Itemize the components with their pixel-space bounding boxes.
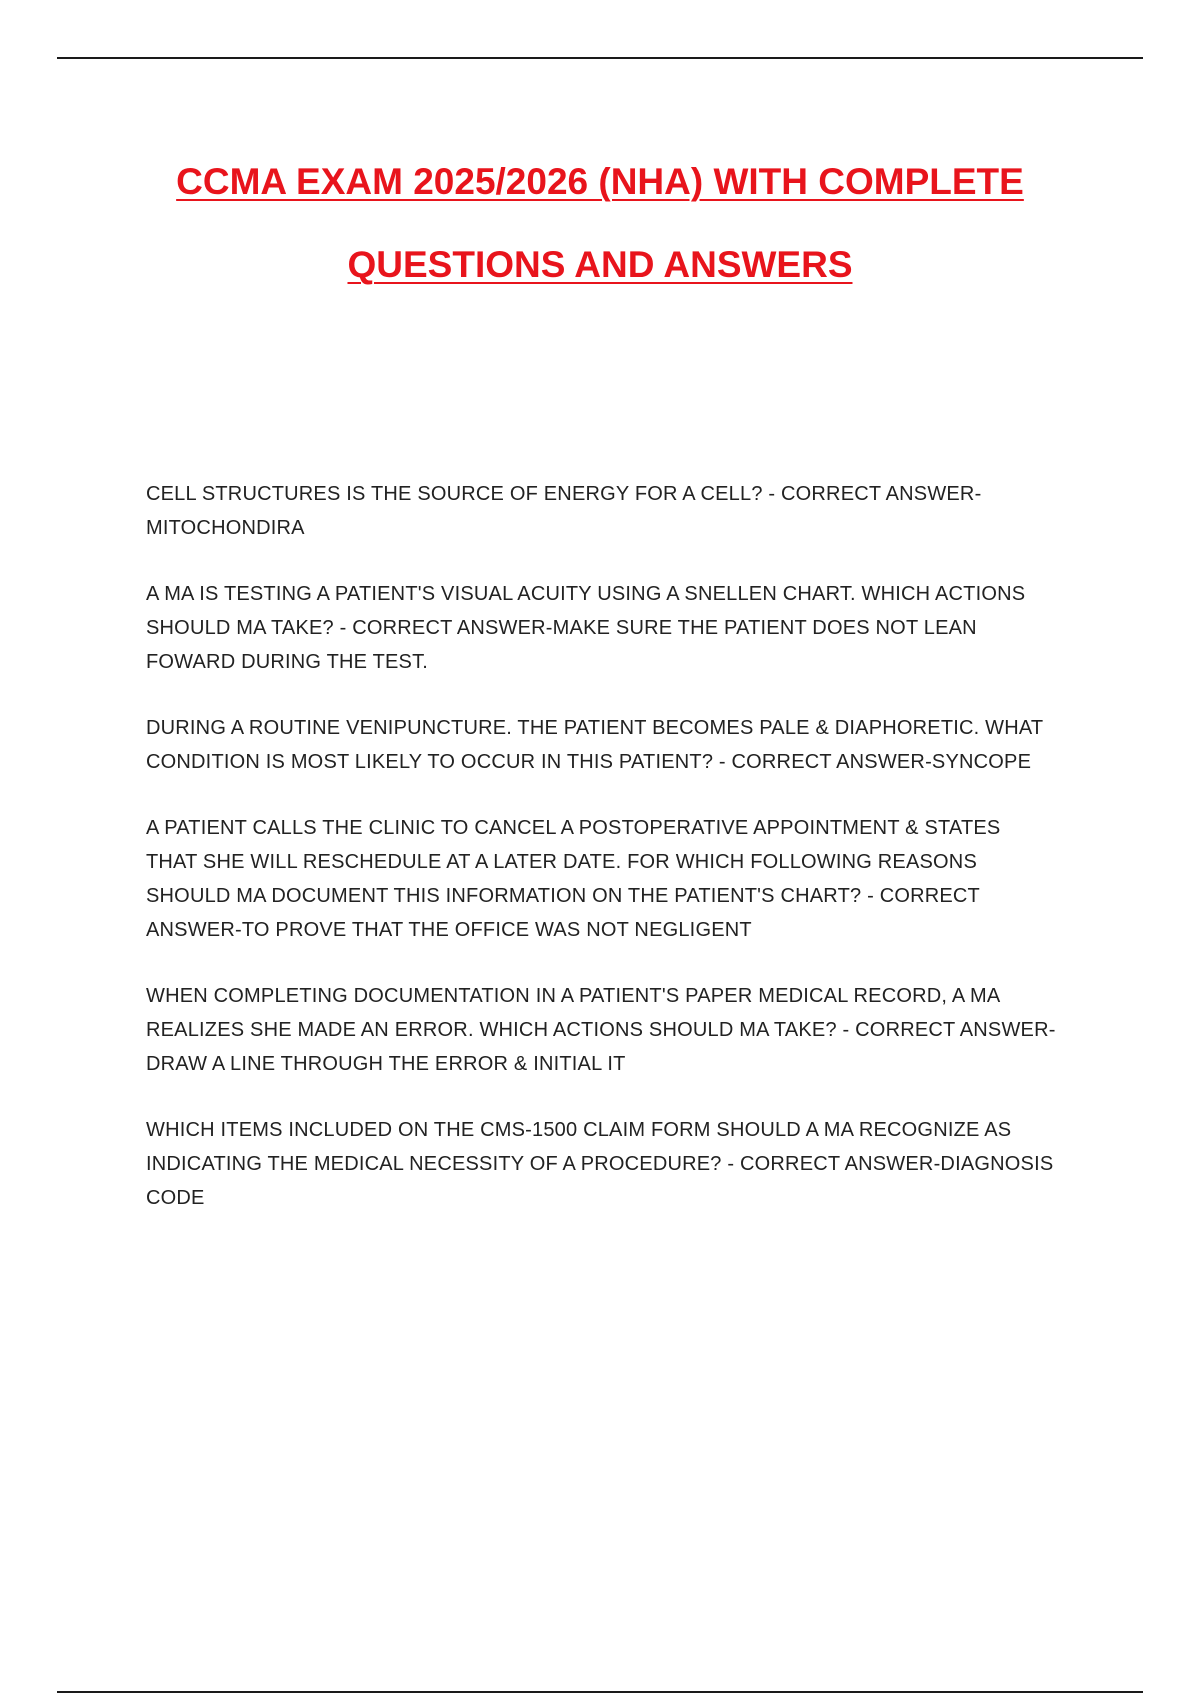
qa-item: WHEN COMPLETING DOCUMENTATION IN A PATIENT'S PAPER MEDICAL RECORD, A MA REALIZES SHE MADE AN ERROR. WHICH ACTIONS SHOULD MA TAKE? - CORRECT ANSWER-DRAW A LINE THROUGH THE ERROR & INITIAL IT xyxy=(146,985,1056,1075)
qa-item: A PATIENT CALLS THE CLINIC TO CANCEL A POSTOPERATIVE APPOINTMENT & STATES THAT SHE WILL RESCHEDULE AT A LATER DATE. FOR WHICH FOLLOWING REASONS SHOULD MA DOCUMENT THIS INFORMATION ON THE PATIENT'S CHART? - CORRECT ANSWER-TO PROVE THAT THE OFFICE WAS NOT NEGLIGENT xyxy=(146,817,1001,941)
document-title xyxy=(100,140,1100,306)
title-line-1: CCMA EXAM 2025/2026 (NHA) WITH COMPLETE xyxy=(176,161,1024,202)
footer-rule xyxy=(57,1691,1143,1693)
qa-item: CELL STRUCTURES IS THE SOURCE OF ENERGY FOR A CELL? - CORRECT ANSWER-MITOCHONDIRA xyxy=(146,483,982,539)
qa-list xyxy=(146,477,1056,1215)
title-line-2: QUESTIONS AND ANSWERS xyxy=(347,244,853,285)
qa-item: DURING A ROUTINE VENIPUNCTURE. THE PATIENT BECOMES PALE & DIAPHORETIC. WHAT CONDITION IS MOST LIKELY TO OCCUR IN THIS PATIENT? - CORRECT ANSWER-SYNCOPE xyxy=(146,717,1043,773)
qa-item: WHICH ITEMS INCLUDED ON THE CMS-1500 CLAIM FORM SHOULD A MA RECOGNIZE AS INDICATING THE MEDICAL NECESSITY OF A PROCEDURE? - CORRECT ANSWER-DIAGNOSIS CODE xyxy=(146,1119,1054,1209)
qa-item: A MA IS TESTING A PATIENT'S VISUAL ACUITY USING A SNELLEN CHART. WHICH ACTIONS SHOULD MA TAKE? - CORRECT ANSWER-MAKE SURE THE PATIENT DOES NOT LEAN FOWARD DURING THE TEST. xyxy=(146,583,1026,673)
header-rule xyxy=(57,57,1143,59)
